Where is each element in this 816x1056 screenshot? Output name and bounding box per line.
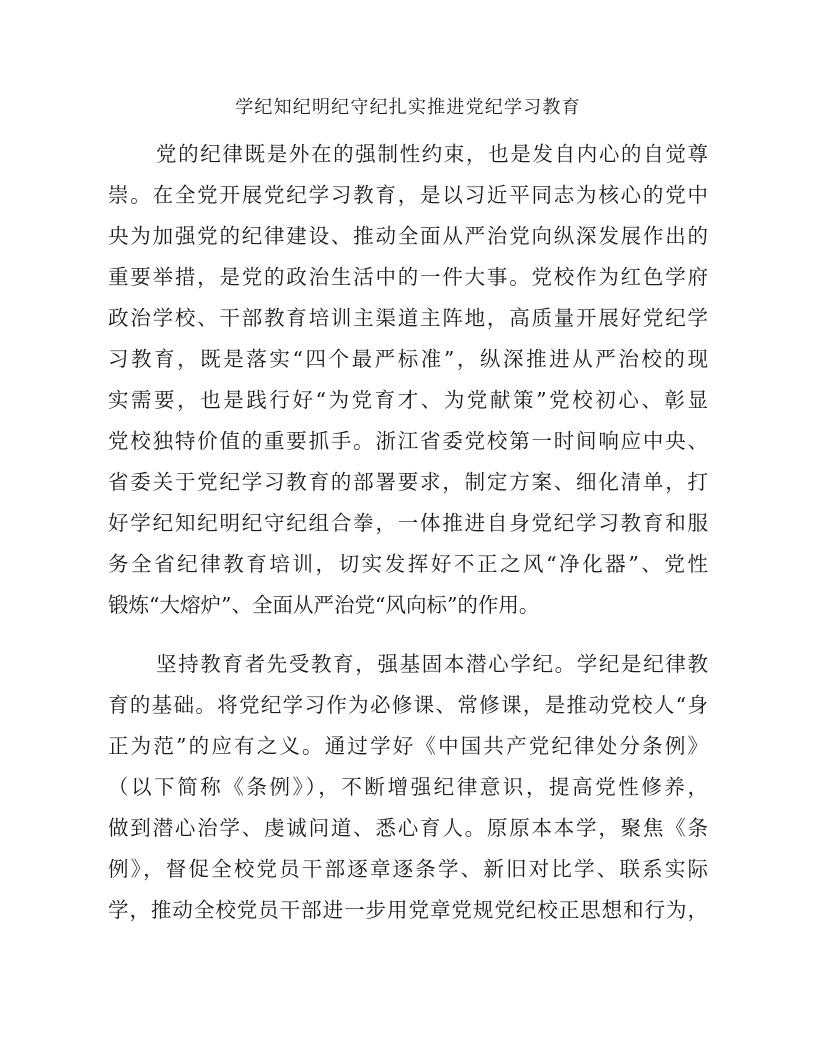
paragraph-line: 党校独特价值的重要抓手。浙江省委党校第一时间响应中央、: [108, 429, 708, 453]
paragraph-line: 做到潜心治学、虔诚问道、悉心育人。原原本本学，聚焦《条: [108, 816, 708, 840]
paragraph-line: 央为加强党的纪律建设、推动全面从严治党向纵深发展作出的: [108, 224, 708, 248]
paragraph-line: 重要举措，是党的政治生活中的一件大事。党校作为红色学府: [108, 265, 708, 289]
paragraph-line: 例》，督促全校党员干部逐章逐条学、新旧对比学、联系实际: [108, 857, 708, 881]
paragraph-line: 崇。在全党开展党纪学习教育，是以习近平同志为核心的党中: [108, 183, 708, 207]
paragraph-line: 学，推动全校党员干部进一步用党章党规党纪校正思想和行为，: [108, 898, 708, 922]
paragraph-line: 省委关于党纪学习教育的部署要求，制定方案、细化清单，打: [108, 470, 708, 494]
paragraph-line: 坚持教育者先受教育，强基固本潜心学纪。学纪是纪律教: [156, 652, 708, 676]
paragraph-line: 党的纪律既是外在的强制性约束，也是发自内心的自觉尊: [156, 142, 708, 166]
paragraph-line: 政治学校、干部教育培训主渠道主阵地，高质量开展好党纪学: [108, 306, 708, 330]
paragraph-line: 育的基础。将党纪学习作为必修课、常修课，是推动党校人“身: [108, 693, 708, 717]
paragraph-line: 锻炼“大熔炉”、全面从严治党“风向标”的作用。: [108, 593, 540, 617]
paragraph-line: 务全省纪律教育培训，切实发挥好不正之风“净化器”、党性: [108, 552, 708, 576]
paragraph-line: 实需要，也是践行好“为党育才、为党献策”党校初心、彰显: [108, 388, 708, 412]
paragraph-line: （以下简称《条例》），不断增强纪律意识，提高党性修养，: [108, 775, 708, 799]
paragraph-line: 习教育，既是落实“四个最严标准”，纵深推进从严治校的现: [108, 347, 708, 371]
paragraph-line: 正为范”的应有之义。通过学好《中国共产党纪律处分条例》: [108, 734, 708, 758]
paragraph-line: 好学纪知纪明纪守纪组合拳，一体推进自身党纪学习教育和服: [108, 511, 708, 535]
page-title: 学纪知纪明纪守纪扎实推进党纪学习教育: [235, 97, 581, 118]
